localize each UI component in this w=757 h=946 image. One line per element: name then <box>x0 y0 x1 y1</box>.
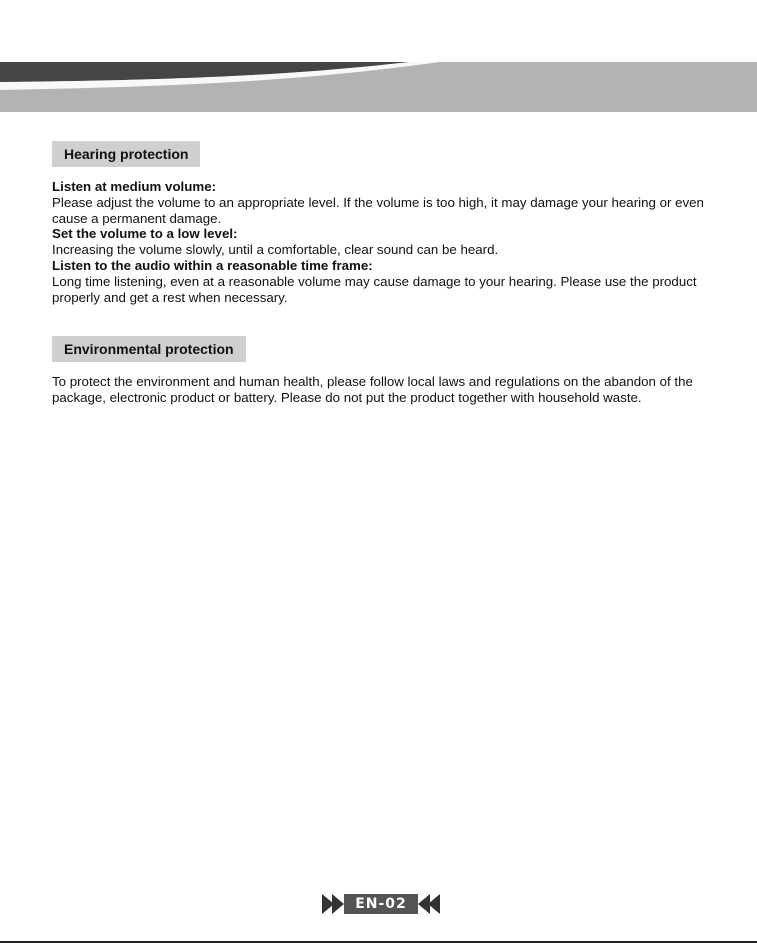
paragraph-heading: Listen at medium volume: <box>52 179 217 194</box>
page-number-badge <box>322 889 440 919</box>
paragraph-heading: Listen to the audio within a reasonable time frame: <box>52 257 373 273</box>
paragraph: Increasing the volume slowly, until a comfortable, clear sound can be heard. <box>52 242 499 258</box>
paragraph-heading: Set the volume to a low level: <box>52 226 238 242</box>
header-band <box>0 62 757 112</box>
section-environmental-protection <box>52 336 722 406</box>
section-hearing-protection <box>52 141 722 305</box>
bottom-divider <box>0 941 757 943</box>
page-number: EN-02 <box>355 896 407 912</box>
document-content <box>52 141 722 406</box>
paragraph: Please adjust the volume to an appropriate level. If the volume is too high, it may damage your hearing or even cause a permanent damage. <box>52 194 704 226</box>
section-title: Environmental protection <box>52 336 246 362</box>
paragraph: Long time listening, even at a reasonable volume may cause damage to your hearing. Please use the product properly and get a rest when necessary. <box>52 273 697 305</box>
paragraph: To protect the environment and human health, please follow local laws and regulations on the abandon of the package, electronic product or battery. Please do not put the product together with household waste. <box>52 374 693 406</box>
section-title: Hearing protection <box>52 141 200 167</box>
